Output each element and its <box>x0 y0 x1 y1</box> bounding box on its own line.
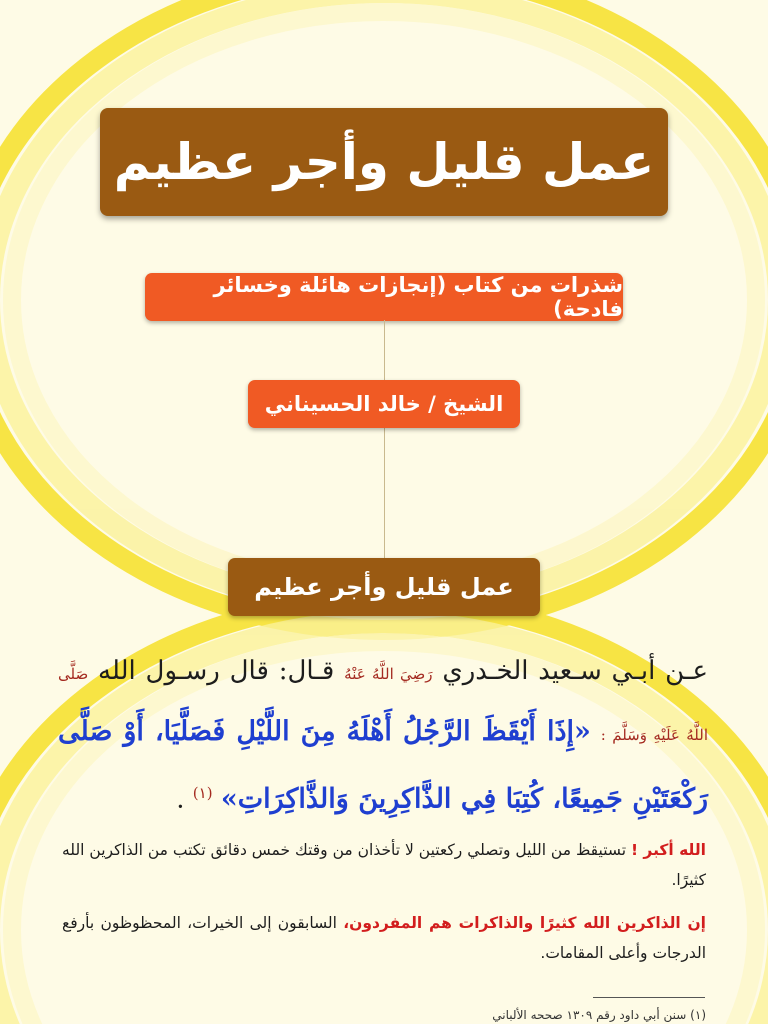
main-title: عمل قليل وأجر عظيم <box>113 133 655 191</box>
hadith-quote: «إِذَا أَيْقَظَ الرَّجُلُ أَهْلَهُ مِنَ اللَّيْلِ فَصَلَّيَا، أَوْ صَلَّى رَكْعَتَيْنِ جَمِيعًا، كُتِبَا فِي الذَّاكِرِينَ وَالذَّاكِرَاتِ» <box>58 716 708 815</box>
author-label <box>248 380 520 428</box>
section-title-banner <box>228 558 540 616</box>
exclamation: الله أكبر ! <box>630 841 706 859</box>
section-title: عمل قليل وأجر عظيم <box>254 573 514 601</box>
book-source-text: شذرات من كتاب (إنجازات هائلة وخسائر فادحة) <box>213 273 623 321</box>
footnote-ref: (١) <box>192 784 213 802</box>
salla-honorific: صَلَّى اللَّهُ عَلَيْهِ وَسَلَّمَ : <box>58 665 709 744</box>
hadith-intro: عـن أبـي سـعيد الخـدري <box>442 656 709 686</box>
hadith-block <box>58 642 708 829</box>
hadith-end: . <box>176 784 185 815</box>
radi-honorific: رَضِيَ اللَّهُ عَنْهُ <box>344 665 433 683</box>
vertical-divider <box>384 320 385 560</box>
footnote-divider <box>593 997 705 998</box>
author-text: الشيخ / خالد الحسيناني <box>264 392 504 416</box>
commentary-paragraph-2 <box>62 908 706 968</box>
book-source-label <box>145 273 623 321</box>
hadith-said: قـال: قال رسـول الله <box>98 656 335 686</box>
main-title-banner <box>100 108 668 216</box>
paragraph-2-text: السابقون إلى الخيرات، المحظوظون بأرفع الدرجات وأعلى المقامات. <box>62 914 706 962</box>
footnote: (١) سنن أبي داود رقم ١٣٠٩ صححه الألباني <box>492 1008 706 1022</box>
commentary-paragraph-1 <box>62 835 706 895</box>
highlighted-phrase: إن الذاكرين الله كثيرًا والذاكرات هم المفردون، <box>343 914 706 932</box>
paragraph-1-text: تستيقظ من الليل وتصلي ركعتين لا تأخذان من وقتك خمس دقائق تكتب من الذاكرين الله كثيرًا. <box>62 841 706 889</box>
